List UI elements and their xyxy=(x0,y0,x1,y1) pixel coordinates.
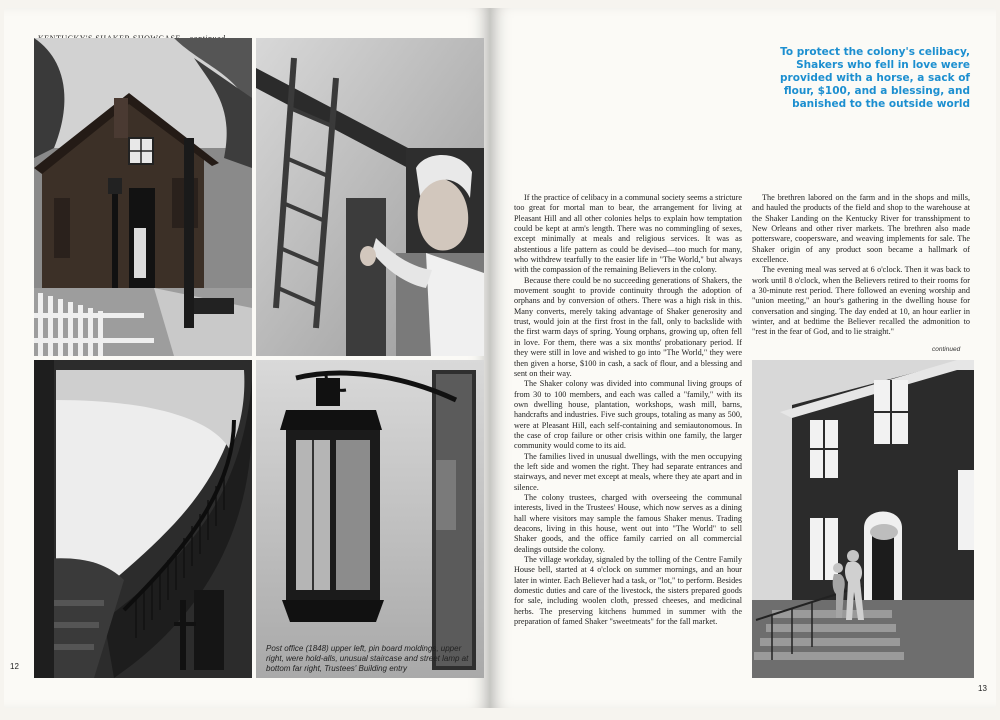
article-column-one xyxy=(514,193,742,627)
continued-label: continued xyxy=(932,346,961,353)
photo-caption: Post office (1848) upper left, pin board moldings, upper right, were hold-alls, unusual staircase and street lamp at bottom far right, Trustees' Building entry xyxy=(266,644,469,673)
right-page xyxy=(490,8,996,708)
left-page xyxy=(4,8,490,708)
photo-post-office xyxy=(34,38,252,356)
column-two-paragraph: The brethren labored on the farm and in the shops and mills, and hauled the products of the field and shop to the warehouse at the Shaker Landing on the Kentucky River for transshipment to New Orleans and other river markets. The brethren also made pottersware, coopersware, and weaving implements for sale. The Shaker origin of any product soon became a hallmark of excellence. xyxy=(752,193,970,265)
column-one-paragraph: If the practice of celibacy in a communal society seems a stricture too great for mortal man to bear, the arrangement for living at Pleasant Hill and all other colonies helps to explain how temptation could be kept at arm's length. There was no commingling of sexes, except minimally at meals and religious services. It was as abstentious a life pattern as could be devised—too much for many, who withdrew tearfully to the easier life in "The World," but always with the compassion of the remaining Believers in the colony. xyxy=(514,193,742,275)
folio-left: 12 xyxy=(10,662,19,671)
photo-staircase xyxy=(34,360,252,678)
column-one-paragraph: Because there could be no succeeding generations of Shakers, the movement sought to provide continuity through the adoption of orphans and by conversion of others. There was a high risk in this. Many converts, merely taking advantage of Shaker generosity and trust, would join at the first frost in the fall, only to backslide with the first warm days of spring. Young orphans, growing up, often fell in love. For them, there was a six months' probationary period. If they were still in love and wished to go into "The World," they were then given a horse, $100 in cash, a sack of flour, and a blessing and sent on their way. xyxy=(514,275,742,378)
column-two-paragraph: The evening meal was served at 6 o'clock. Then it was back to work until 8 o'clock, when the Believers retired to their rooms for a 30-minute rest period. There followed an evening worship and "union meeting," an hour's gathering in the dwelling house for conversation and singing. The day ended at 10, an hour earlier in winter, and at bedtime the Believer recalled the admonition to "rest in the fear of God, and to lie straight." xyxy=(752,265,970,337)
photo-street-lamp xyxy=(256,360,484,678)
article-column-two xyxy=(752,193,970,338)
column-one-paragraph: The colony trustees, charged with overseeing the communal interests, lived in the Trustees' House, which now serves as a dining hall where visitors may sample the famous Shaker menus. Trading deacons, living in this house, went out into "The World" to sell Shaker goods, and the office family carried on all commercial dealings outside the colony. xyxy=(514,492,742,554)
photo-pin-board xyxy=(256,38,484,356)
column-one-paragraph: The families lived in unusual dwellings, with the men occupying the left side and women the right. They had separate entrances and stairways, and never met except at meals, where they ate apart and in silence. xyxy=(514,451,742,492)
folio-right: 13 xyxy=(978,684,987,693)
photo-trustees-building xyxy=(752,360,974,678)
column-one-paragraph: The village workday, signaled by the tolling of the Centre Family House bell, started at 4 o'clock on summer mornings, and an hour later in winter. Each Believer had a task, or "lot," to perform. Besides domestic duties and care of the livestock, the sisters prepared goods for sale, including woolen cloth, pressed cheeses, and medicinal herbs. The preserving kitchens hummed in summer with the preparation of famed Shaker "sweetmeats" for the fall market. xyxy=(514,555,742,627)
pull-quote: To protect the colony's celibacy, Shakers who fell in love were provided with a horse, a sack of flour, $100, and a blessing, and banished to the outside world xyxy=(780,46,970,110)
column-one-paragraph: The Shaker colony was divided into communal living groups of from 30 to 100 members, and each was called a "family," with its own dwelling house, plantation, workshops, wash mill, barns, handcrafts and industries. Five such groups, totaling as many as 500, were at Pleasant Hill, each self-containing and semiautonomous. In the case of crop failure or other crisis within one family, the larger community would come to its aid. xyxy=(514,379,742,451)
